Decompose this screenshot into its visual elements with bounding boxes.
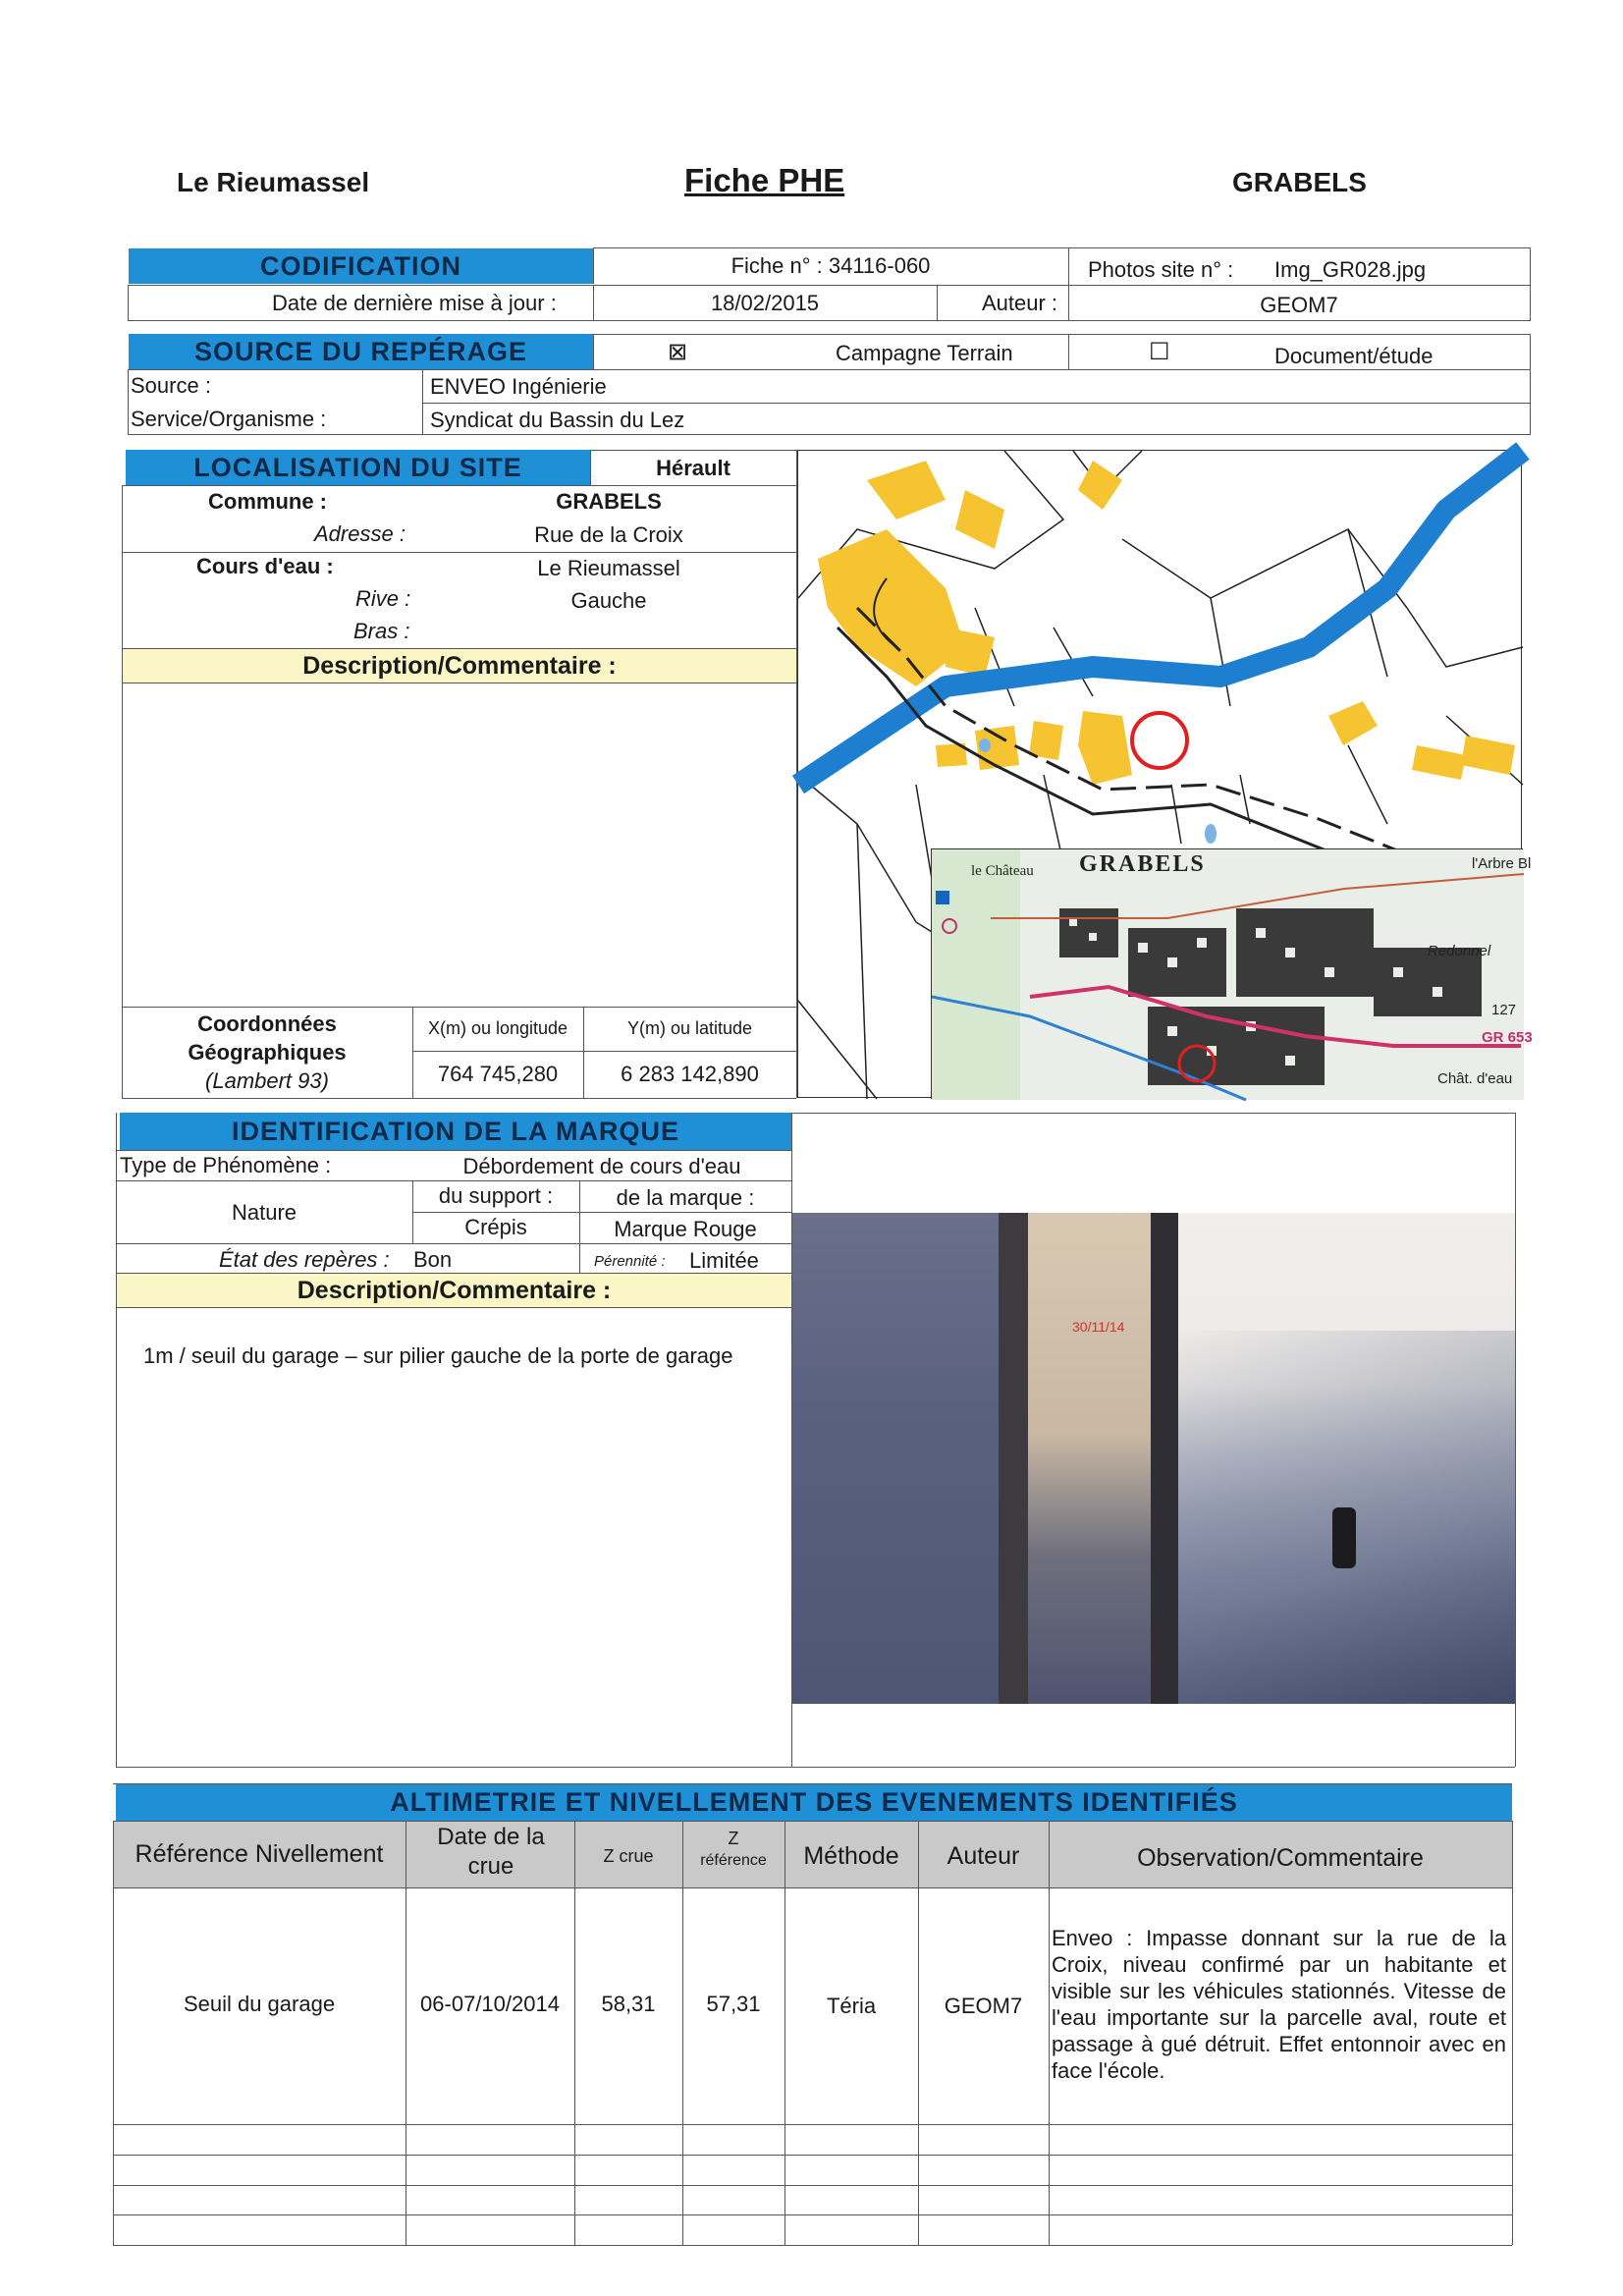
col-zref-header-z: Z xyxy=(728,1829,739,1848)
perennite-value: Limitée xyxy=(689,1248,759,1273)
adresse-value: Rue de la Croix xyxy=(534,522,683,547)
topo-label-chateau-eau: Chât. d'eau xyxy=(1437,1070,1513,1087)
marque-desc-text: 1m / seuil du garage – sur pilier gauche de la porte de garage xyxy=(143,1343,733,1368)
marque-desc-title: Description/Commentaire : xyxy=(117,1274,791,1307)
y-label: Y(m) ou latitude xyxy=(626,1018,753,1038)
col-ref-header: Référence Nivellement xyxy=(135,1840,384,1868)
col-obs-header: Observation/Commentaire xyxy=(1137,1844,1424,1872)
altimetrie-title: ALTIMETRIE ET NIVELLEMENT DES EVENEMENTS IDENTIFIÉS xyxy=(116,1783,1512,1821)
support-label: du support : xyxy=(438,1183,554,1208)
col-date-header: Date de la crue xyxy=(437,1824,545,1880)
auteur-label: Auteur : xyxy=(982,291,1058,315)
row-ref: Seuil du garage xyxy=(183,1992,336,2016)
topo-label-redonnel: Redonnel xyxy=(1428,943,1491,959)
marque-label: de la marque : xyxy=(616,1185,755,1210)
topo-label-chateau: le Château xyxy=(971,863,1034,879)
topo-label-gr653: GR 653 xyxy=(1482,1029,1533,1046)
codification-title: CODIFICATION xyxy=(129,248,593,284)
row-auteur: GEOM7 xyxy=(944,1994,1023,2018)
row-date: 06-07/10/2014 xyxy=(420,1992,560,2016)
marque-title: IDENTIFICATION DE LA MARQUE xyxy=(120,1113,791,1150)
col-zref-header-ref: référence xyxy=(700,1852,767,1869)
door-handle xyxy=(1332,1507,1356,1568)
cours-value: Le Rieumassel xyxy=(537,556,680,580)
auteur-value: GEOM7 xyxy=(1260,293,1338,317)
campagne-label: Campagne Terrain xyxy=(836,341,1013,365)
source-title: SOURCE DU REPÉRAGE xyxy=(129,334,593,369)
departement: Hérault xyxy=(656,456,730,480)
support-value: Crépis xyxy=(464,1215,527,1239)
perennite-label: Pérennité : xyxy=(594,1253,666,1270)
coord-label-2: Géographiques xyxy=(188,1040,347,1065)
service-label: Service/Organisme : xyxy=(131,407,327,431)
header-commune: GRABELS xyxy=(1232,167,1367,197)
rive-value: Gauche xyxy=(570,588,647,613)
x-value: 764 745,280 xyxy=(437,1062,559,1086)
photos-label: Photos site n° : xyxy=(1088,257,1234,282)
cadastral-map xyxy=(797,450,1533,1098)
etat-value: Bon xyxy=(413,1247,453,1272)
y-value: 6 283 142,890 xyxy=(621,1062,759,1086)
row-methode: Téria xyxy=(826,1994,877,2018)
source-value: ENVEO Ingénierie xyxy=(430,374,607,399)
topo-inset-map xyxy=(931,848,1533,1099)
cours-label: Cours d'eau : xyxy=(196,554,334,578)
header-river: Le Rieumassel xyxy=(177,167,370,197)
x-label: X(m) ou longitude xyxy=(427,1018,568,1038)
topo-label-127: 127 xyxy=(1491,1002,1517,1018)
row-observation: Enveo : Impasse donnant sur la rue de la Croix, niveau confirmé par un habitante et visible sur les véhicules stationnés. Vitesse de l'eau importante sur la parcelle aval, route et passage à gué détruit. Effet entonnoir avec en face l'école. xyxy=(1052,1926,1506,2083)
commune-label: Commune : xyxy=(208,489,327,514)
etat-label: État des repères : xyxy=(219,1247,390,1272)
col-auteur-header: Auteur xyxy=(947,1842,1020,1870)
coord-label-3: (Lambert 93) xyxy=(205,1068,329,1093)
marque-value: Marque Rouge xyxy=(614,1217,757,1241)
photos-value: Img_GR028.jpg xyxy=(1274,257,1427,282)
campagne-checkbox[interactable]: ⊠ xyxy=(668,339,688,365)
row-zref: 57,31 xyxy=(706,1992,761,2016)
document-checkbox[interactable]: ☐ xyxy=(1149,339,1170,365)
localisation-title: LOCALISATION DU SITE xyxy=(126,450,590,485)
col-zcrue-header: Z crue xyxy=(603,1846,654,1866)
date-label: Date de dernière mise à jour : xyxy=(272,291,557,315)
fiche-number: Fiche n° : 34116-060 xyxy=(730,253,931,278)
type-value: Débordement de cours d'eau xyxy=(462,1154,741,1178)
photo-flood-mark: 30/11/14 xyxy=(1072,1319,1125,1335)
site-photo xyxy=(792,1213,1515,1704)
coord-label-1: Coordonnées xyxy=(197,1011,337,1036)
rive-label: Rive : xyxy=(355,586,411,611)
col-methode-header: Méthode xyxy=(803,1842,899,1870)
bras-label: Bras : xyxy=(353,619,410,643)
commune-value: GRABELS xyxy=(556,489,662,514)
nature-label: Nature xyxy=(231,1200,298,1225)
source-label: Source : xyxy=(131,373,211,398)
topo-label-arbre: l'Arbre Bl xyxy=(1472,855,1532,872)
adresse-label: Adresse : xyxy=(314,521,406,546)
row-zcrue: 58,31 xyxy=(601,1992,656,2016)
date-value: 18/02/2015 xyxy=(710,291,820,315)
service-value: Syndicat du Bassin du Lez xyxy=(430,408,685,432)
page-title: Fiche PHE xyxy=(684,162,845,198)
type-label: Type de Phénomène : xyxy=(120,1153,332,1177)
topo-town-label: GRABELS xyxy=(1079,851,1206,877)
document-label: Document/étude xyxy=(1274,344,1434,368)
localisation-desc-title: Description/Commentaire : xyxy=(123,649,796,683)
